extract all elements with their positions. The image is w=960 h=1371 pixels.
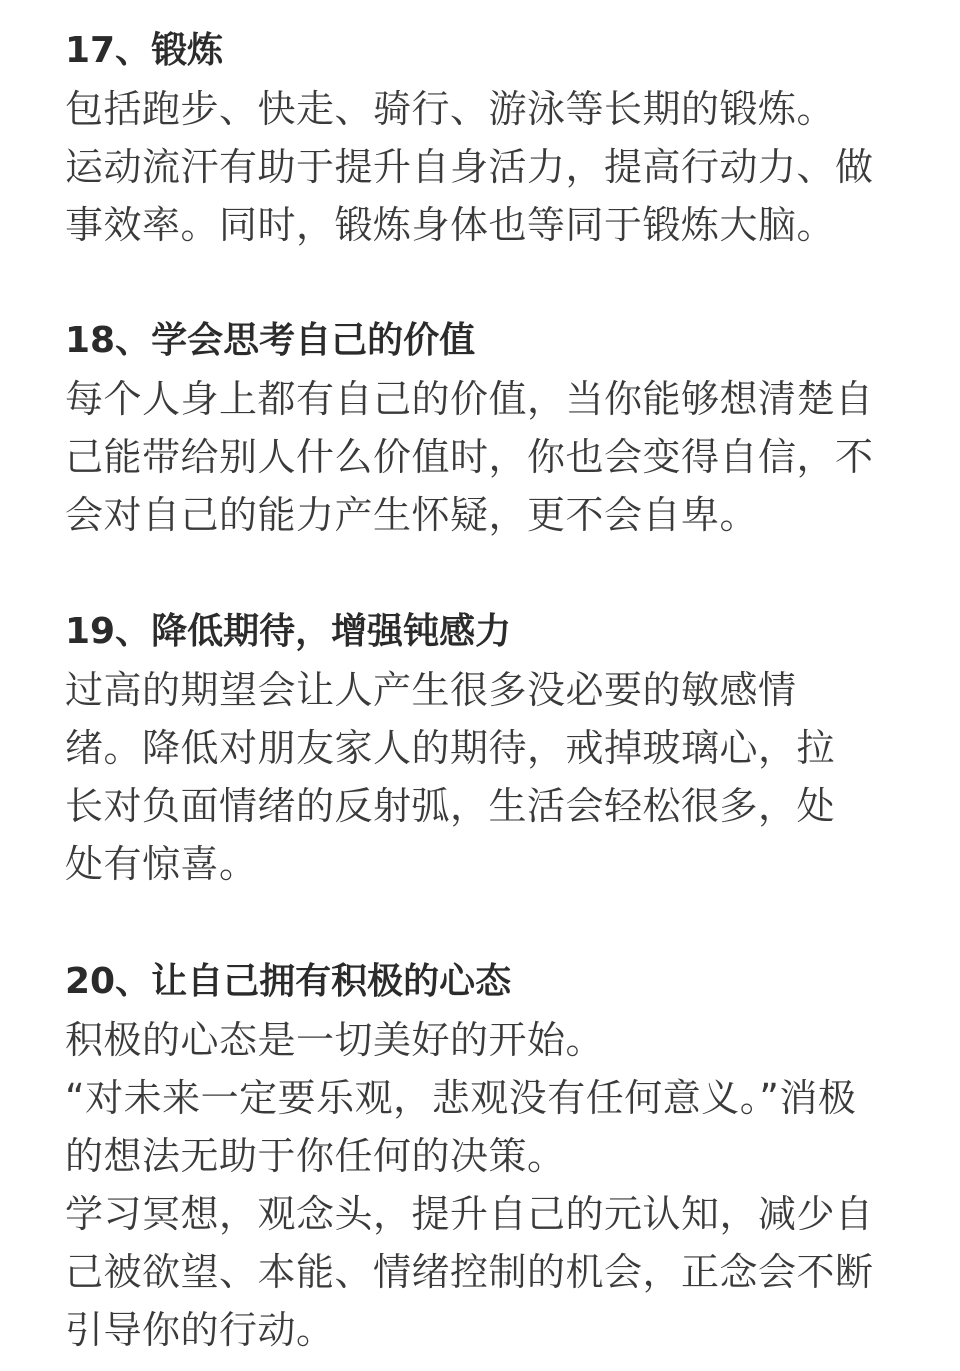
paragraph-line: “对未来一定要乐观，悲观没有任何意义。”消极 [65,1076,857,1120]
paragraph-line: 己被欲望、本能、情绪控制的机会，正念会不断 [65,1250,874,1294]
paragraph-line: 绪。降低对朋友家人的期待，戒掉玻璃心，拉 [65,726,836,770]
section-heading: 19、降低期待，增强钝感力 [65,611,512,652]
paragraph-line: 长对负面情绪的反射弧，生活会轻松很多，处 [65,784,836,828]
paragraph-line: 引导你的行动。 [65,1308,335,1352]
paragraph-line: 每个人身上都有自己的价值，当你能够想清楚自 [65,377,874,421]
section-17-exercise [65,22,895,254]
section-heading: 17、锻炼 [65,30,224,71]
paragraph-line: 的想法无助于你任何的决策。 [65,1134,566,1178]
section-20-positive-mindset [65,953,895,1359]
section-heading: 20、让自己拥有积极的心态 [65,961,512,1002]
paragraph-line: 会对自己的能力产生怀疑，更不会自卑。 [65,493,759,537]
paragraph-line: 积极的心态是一切美好的开始。 [65,1018,605,1062]
section-heading: 18、学会思考自己的价值 [65,320,476,361]
paragraph-line: 学习冥想，观念头，提升自己的元认知，减少自 [65,1192,874,1236]
paragraph-line: 事效率。同时，锻炼身体也等同于锻炼大脑。 [65,203,836,247]
paragraph-line: 过高的期望会让人产生很多没必要的敏感情 [65,668,797,712]
paragraph-line: 运动流汗有助于提升自身活力，提高行动力、做 [65,145,874,189]
paragraph-line: 处有惊喜。 [65,842,258,886]
section-19-lower-expectations [65,603,895,893]
section-18-self-value [65,312,895,544]
paragraph-line: 己能带给别人什么价值时，你也会变得自信，不 [65,435,874,479]
paragraph-line: 包括跑步、快走、骑行、游泳等长期的锻炼。 [65,87,836,131]
